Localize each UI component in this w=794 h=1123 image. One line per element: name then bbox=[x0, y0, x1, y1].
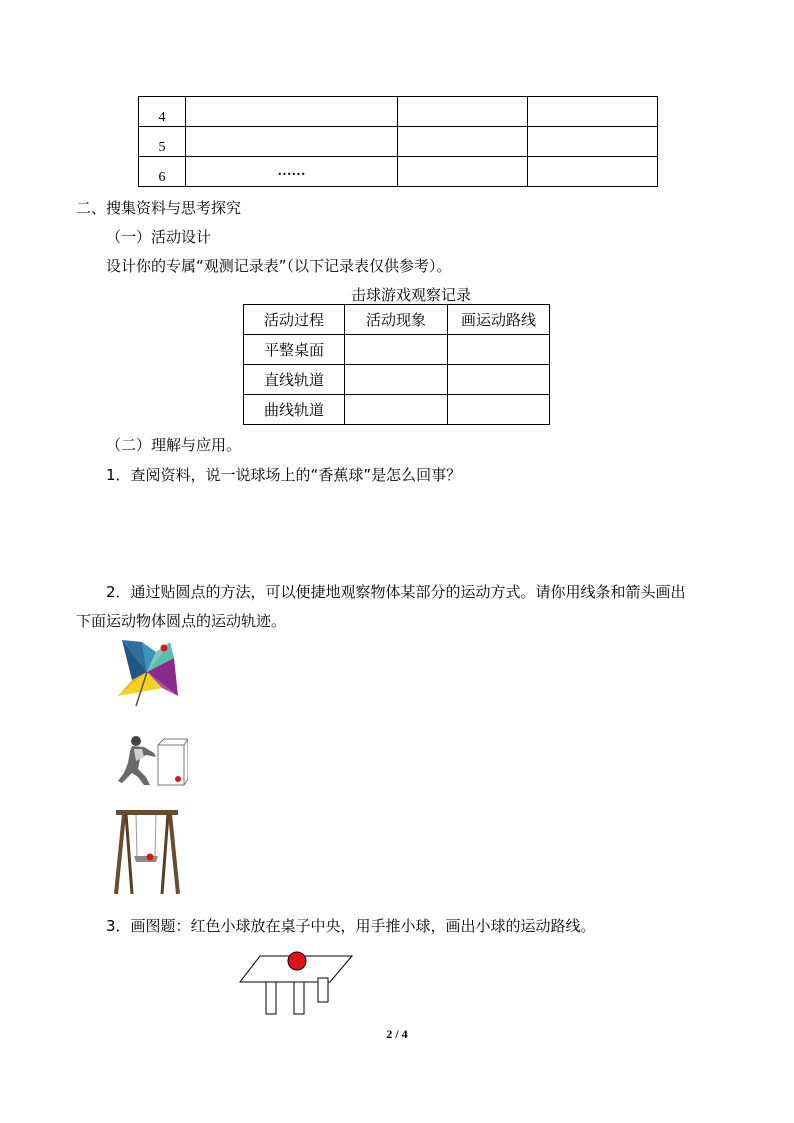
question-2-line-2: 下面运动物体圆点的运动轨迹。 bbox=[76, 612, 287, 630]
table-cell bbox=[345, 335, 448, 365]
red-dot-icon bbox=[161, 645, 168, 652]
table-row bbox=[244, 365, 550, 395]
swing-image bbox=[112, 806, 182, 896]
table-caption: 击球游戏观察记录 bbox=[351, 286, 472, 304]
table-row bbox=[244, 335, 550, 365]
table-row bbox=[139, 127, 658, 157]
table-cell bbox=[186, 97, 398, 127]
table-cell bbox=[528, 97, 658, 127]
table-row bbox=[244, 395, 550, 425]
table-cell bbox=[345, 365, 448, 395]
ellipsis-cell: …… bbox=[186, 157, 398, 187]
table-row bbox=[139, 97, 658, 127]
table-cell bbox=[398, 97, 528, 127]
table-with-ball-image bbox=[236, 948, 356, 1018]
table-cell bbox=[398, 157, 528, 187]
row-label: 直线轨道 bbox=[244, 365, 345, 395]
row-label: 平整桌面 bbox=[244, 335, 345, 365]
column-header: 活动过程 bbox=[244, 305, 345, 335]
table-row bbox=[139, 157, 658, 187]
row-number: 4 bbox=[139, 97, 186, 127]
question-1: 1．查阅资料，说一说球场上的“香蕉球”是怎么回事？ bbox=[106, 466, 462, 484]
question-2-line-1: 2．通过贴圆点的方法，可以便捷地观察物体某部分的运动方式。请你用线条和箭头画出 bbox=[106, 583, 686, 601]
table-header-row bbox=[244, 305, 550, 335]
observation-table bbox=[243, 304, 550, 425]
child-pushing-box-image bbox=[116, 733, 188, 789]
row-number: 5 bbox=[139, 127, 186, 157]
column-header: 画运动路线 bbox=[448, 305, 550, 335]
row-number: 6 bbox=[139, 157, 186, 187]
table-cell bbox=[448, 335, 550, 365]
question-3: 3．画图题：红色小球放在桌子中央，用手推小球，画出小球的运动路线。 bbox=[106, 917, 596, 935]
column-header: 活动现象 bbox=[345, 305, 448, 335]
table-cell bbox=[345, 395, 448, 425]
red-dot-icon bbox=[175, 776, 181, 782]
table-cell bbox=[186, 127, 398, 157]
subsection-activity-design: （一）活动设计 bbox=[106, 228, 212, 246]
subsection-understanding: （二）理解与应用。 bbox=[106, 436, 242, 454]
record-table-continued bbox=[138, 96, 658, 187]
table-cell bbox=[398, 127, 528, 157]
table-cell bbox=[528, 157, 658, 187]
design-instruction: 设计你的专属“观测记录表”（以下记录表仅供参考）。 bbox=[106, 257, 452, 275]
table-cell bbox=[528, 127, 658, 157]
red-ball-icon bbox=[288, 952, 306, 970]
section-heading: 二、搜集资料与思考探究 bbox=[76, 199, 242, 217]
page-number: 2 / 4 bbox=[386, 1027, 408, 1041]
row-label: 曲线轨道 bbox=[244, 395, 345, 425]
table-cell bbox=[448, 365, 550, 395]
table-cell bbox=[448, 395, 550, 425]
red-dot-icon bbox=[147, 854, 154, 861]
pinwheel-image bbox=[112, 636, 182, 708]
